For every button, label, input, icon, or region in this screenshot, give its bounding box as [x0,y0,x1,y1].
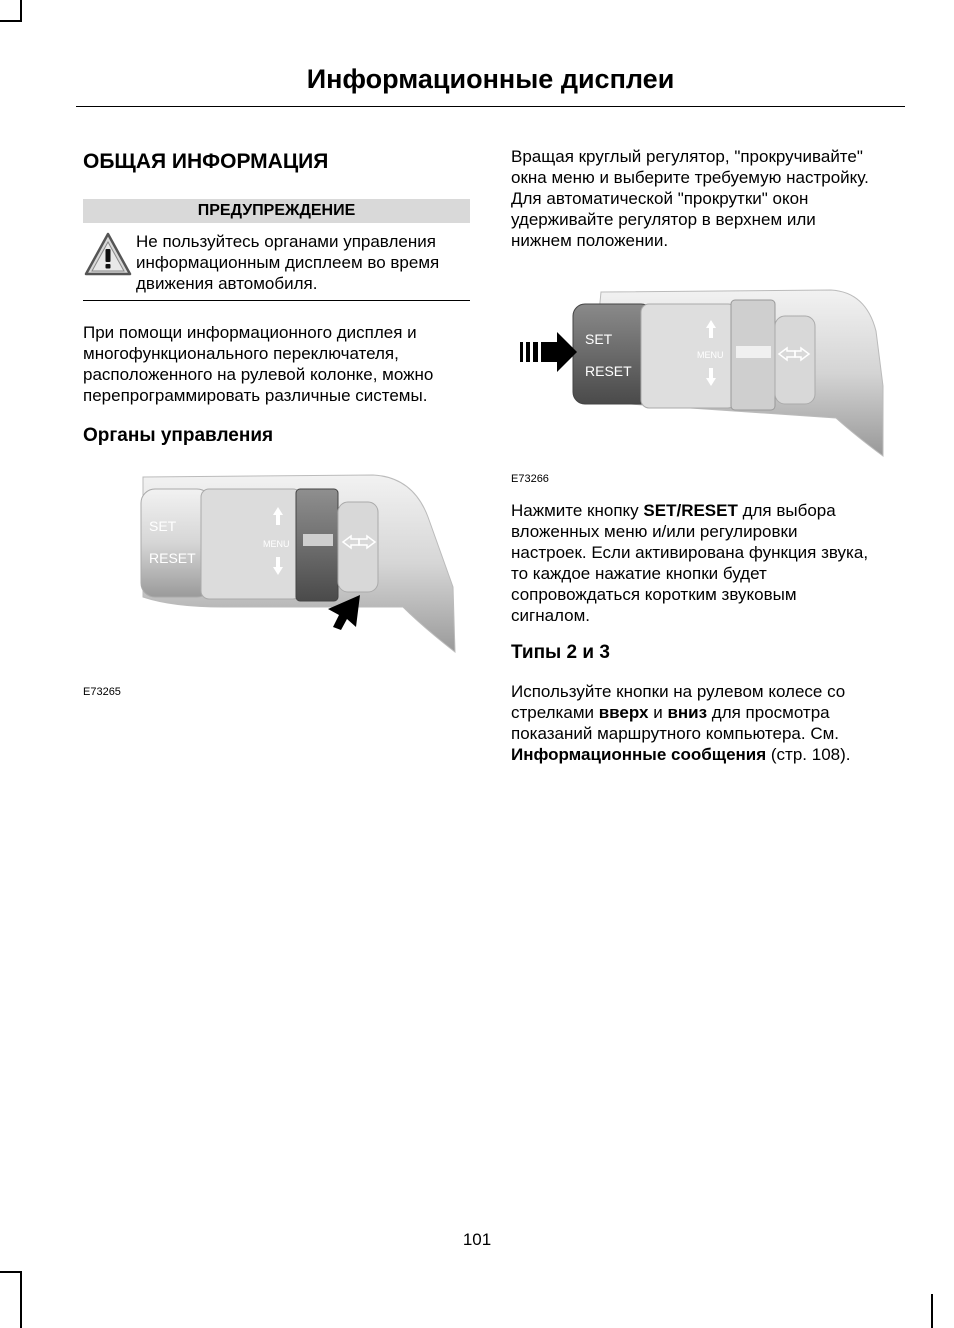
fig2-reset-label: RESET [585,363,632,379]
para-line: Для автоматической "прокрутки" окон [511,189,809,208]
para-line: то каждое нажатие кнопки будет [511,564,767,583]
warning-triangle-icon [83,231,133,277]
fig1-set-label: SET [149,518,177,534]
figure-code: E73266 [511,473,549,485]
warning-line: Не пользуйтесь органами управления [136,232,436,251]
para-line: Вращая круглый регулятор, "прокручивайте" [511,147,863,166]
intro-line: перепрограммировать различные системы. [83,386,428,405]
fig2-menu-label: MENU [697,350,724,360]
intro-line: При помощи информационного дисплея и [83,323,417,342]
page-reference: (стр. 108). [766,745,851,764]
text-run: стрелками [511,703,599,722]
para-line: вложенных меню и/или регулировки [511,522,798,541]
para-line: сопровождаться коротким звуковым [511,585,797,604]
para-line [511,702,905,723]
pointer-arrow-icon [520,332,577,372]
fig1-menu-label: MENU [263,539,290,549]
controls-heading: Органы управления [83,425,274,446]
cross-reference-link[interactable]: Информационные сообщения [511,745,767,764]
page-number: 101 [462,1230,492,1249]
text-run: Нажмите кнопку [511,501,644,520]
warning-line: информационным дисплеем во время [136,253,440,272]
types-heading: Типы 2 и 3 [511,642,610,663]
para-line [511,744,905,765]
down-term: вниз [667,703,708,722]
crop-mark [20,1271,22,1328]
para-line: окна меню и выберите требуемую настройку. [511,168,869,187]
text-run: и [648,703,668,722]
set-reset-term: SET/RESET [643,501,738,520]
warning-line: движения автомобиля. [136,274,318,293]
figure-code: E73265 [83,686,121,698]
text-run: для выбора [737,501,836,520]
crop-mark [931,1294,933,1328]
para-line: показаний маршрутного компьютера. См. [511,724,840,743]
intro-line: многофункционального переключателя, [83,344,399,363]
right-column [511,146,905,765]
para-line: нижнем положении. [511,231,669,250]
fig2-set-label: SET [585,331,613,347]
figure-stalk-set-reset [511,286,905,466]
figure-stalk-dial [83,467,470,677]
intro-line: расположенного на рулевой колонке, можно [83,365,434,384]
para-line: настроек. Если активирована функция звука, [511,543,869,562]
text-run: для просмотра [707,703,830,722]
warning-label: ПРЕДУПРЕЖДЕНИЕ [83,199,470,223]
section-title: ОБЩАЯ ИНФОРМАЦИЯ [83,150,329,173]
page-title: Информационные дисплеи [306,64,675,94]
stalk-illustration [83,467,470,677]
fig1-reset-label: RESET [149,550,196,566]
crop-mark [0,1271,21,1273]
stalk-illustration [511,286,905,466]
para-line [511,500,905,521]
up-term: вверх [598,703,649,722]
crop-mark [20,0,22,22]
title-rule [76,106,905,107]
crop-mark [0,20,21,22]
para-line: удерживайте регулятор в верхнем или [511,210,816,229]
para-line: сигналом. [511,606,591,625]
left-column [83,146,470,699]
para-line: Используйте кнопки на рулевом колесе со [511,682,846,701]
warning-box [83,223,470,300]
